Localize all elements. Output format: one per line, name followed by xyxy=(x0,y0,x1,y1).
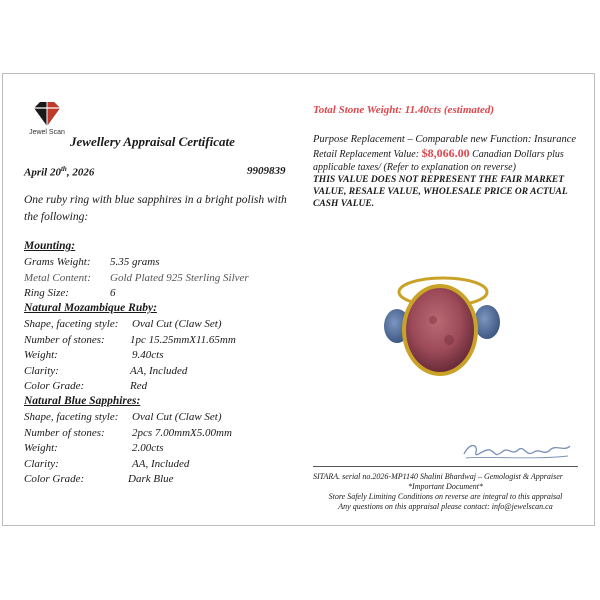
ruby-heading: Natural Mozambique Ruby: xyxy=(24,302,157,314)
conditions-note: Store Safely Limiting Conditions on reverse are integral to this appraisal xyxy=(328,492,563,501)
certificate-serial: 9909839 xyxy=(247,165,286,177)
important-note: *Important Document* xyxy=(408,482,483,491)
ruby-row-clarity: Clarity: AA, Included xyxy=(24,365,188,377)
signature-image xyxy=(460,438,575,464)
sapphires-row-count: Number of stones: 2pcs 7.00mmX5.00mm xyxy=(24,427,232,439)
sapphires-heading: Natural Blue Sapphires: xyxy=(24,395,141,407)
ruby-row-color: Color Grade: Red xyxy=(24,380,148,392)
retail-price: $8,066.00 xyxy=(421,146,470,160)
mounting-heading: Mounting: xyxy=(24,240,76,252)
appraiser-signature xyxy=(460,438,575,464)
ring-illustration xyxy=(375,272,505,387)
certificate-date: April 20th, 2026 xyxy=(24,165,95,179)
appraiser-credit: SITARA. serial no.2026-MP1140 Shalini Bhardwaj – Gemologist & Appraiser xyxy=(313,472,563,481)
sapphires-row-weight: Weight: 2.00cts xyxy=(24,442,164,454)
mounting-row-size: Ring Size: 6 xyxy=(24,287,116,299)
jewel-scan-logo xyxy=(27,100,67,136)
ruby-row-count: Number of stones: 1pc 15.25mmX11.65mm xyxy=(24,334,236,346)
sapphires-row-color: Color Grade: Dark Blue xyxy=(24,473,174,485)
mounting-row-grams: Grams Weight: 5.35 grams xyxy=(24,256,160,268)
value-disclaimer: THIS VALUE DOES NOT REPRESENT THE FAIR MARKET VALUE, RESALE VALUE, WHOLESALE PRICE OR ACTUAL CASH VALUE. xyxy=(313,175,568,209)
purpose-line: Purpose Replacement – Comparable new Function: Insurance xyxy=(313,134,577,145)
sapphires-row-shape: Shape, faceting style: Oval Cut (Claw Set) xyxy=(24,411,222,423)
retail-value: Retail Replacement Value: $8,066.00 Canadian Dollars plus applicable taxes/ (Refer to explanation on reverse) xyxy=(313,146,564,173)
mounting-row-metal: Metal Content: Gold Plated 925 Sterling Silver xyxy=(24,272,249,284)
total-stone-weight: Total Stone Weight: 11.40cts (estimated) xyxy=(313,104,494,116)
contact-note: Any questions on this appraisal please contact: info@jewelscan.ca xyxy=(338,502,553,511)
appraisal-footer xyxy=(313,472,578,512)
ring-photo xyxy=(375,272,505,387)
gem-icon xyxy=(32,100,62,128)
certificate-title: Jewellery Appraisal Certificate xyxy=(70,134,235,149)
ruby-row-weight: Weight: 9.40cts xyxy=(24,349,164,361)
item-description: One ruby ring with blue sapphires in a bright polish with the following: xyxy=(24,194,287,223)
logo-text: Jewel Scan xyxy=(29,129,65,136)
signature-line xyxy=(313,466,578,467)
sapphires-row-clarity: Clarity: AA, Included xyxy=(24,458,190,470)
ruby-row-shape: Shape, faceting style: Oval Cut (Claw Set) xyxy=(24,318,222,330)
